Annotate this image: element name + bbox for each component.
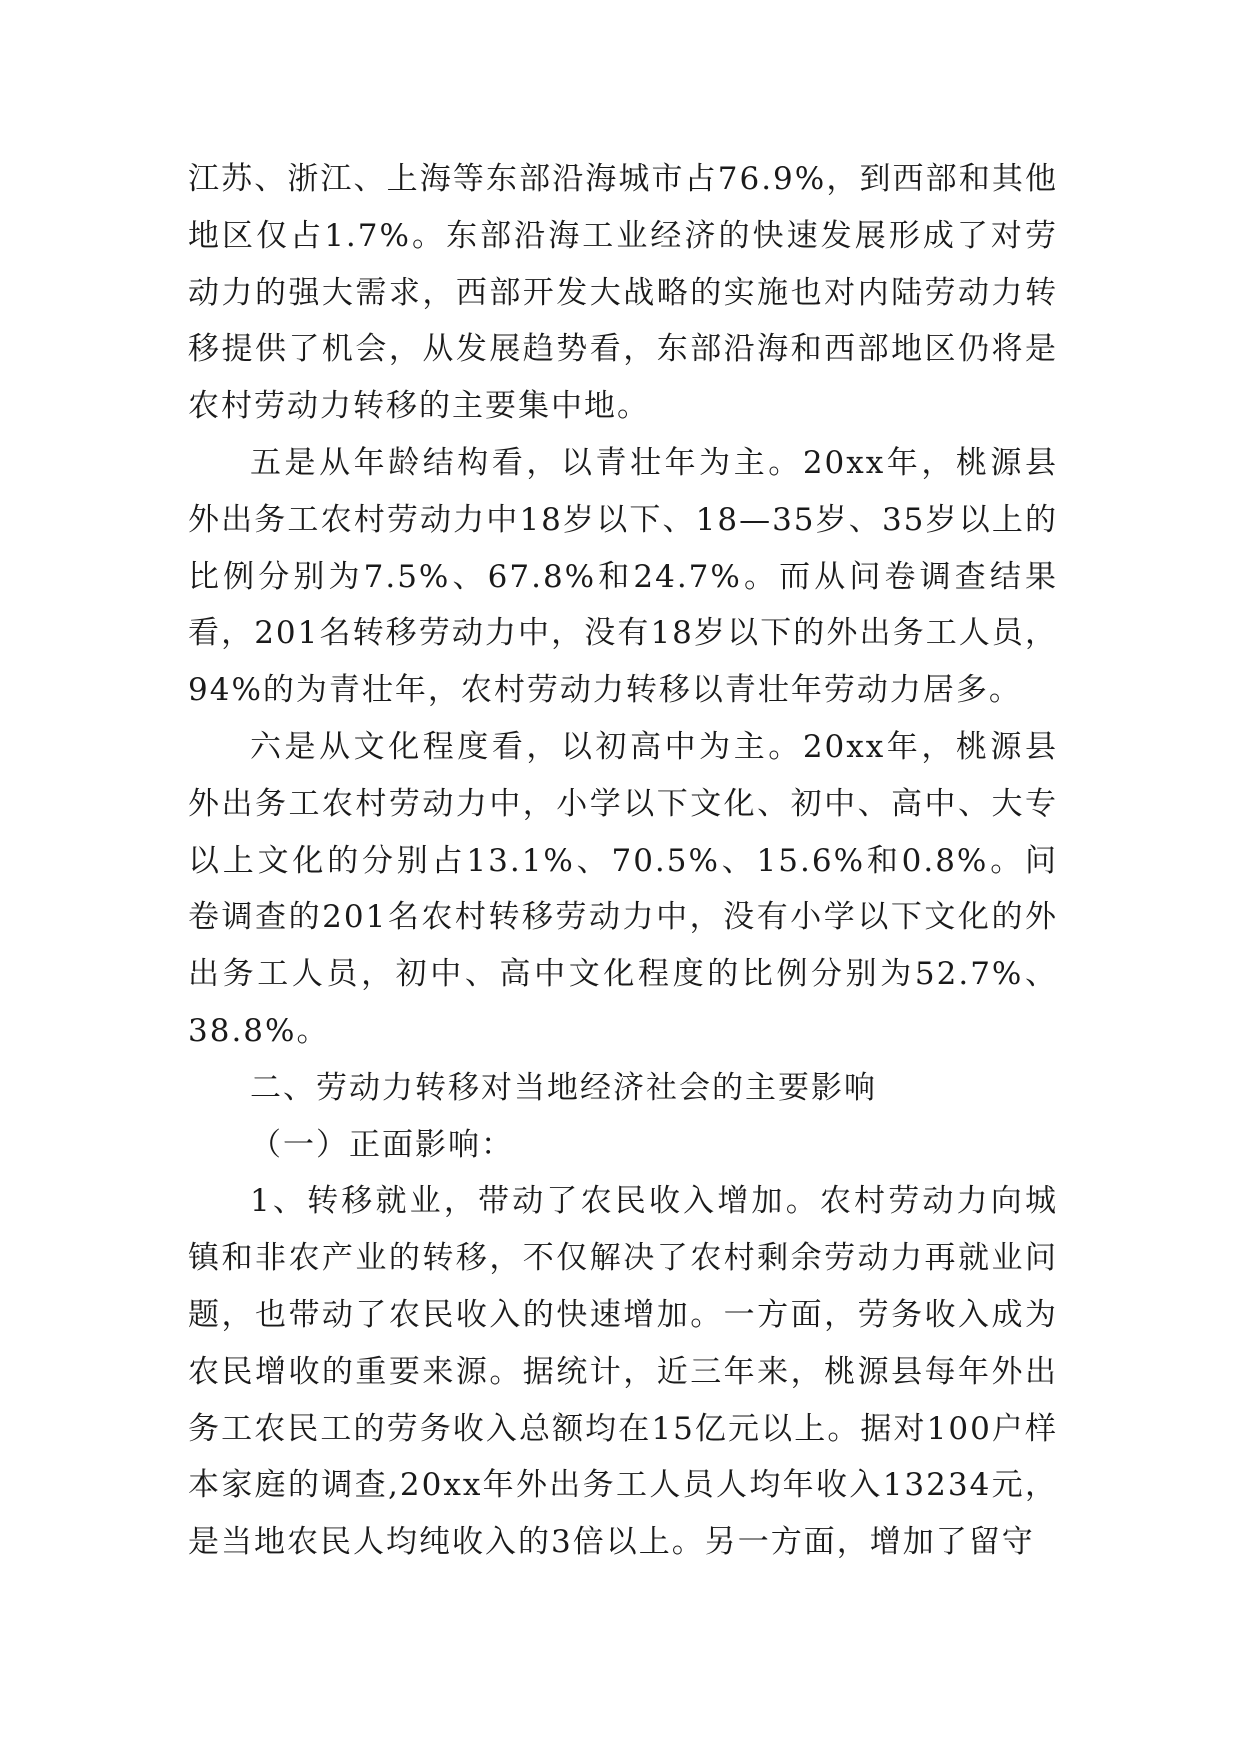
paragraph-income-increase: 1、转移就业，带动了农民收入增加。农村劳动力向城镇和非农产业的转移，不仅解决了农村剩余劳动力再就业问题，也带动了农民收入的快速增加。一方面，劳务收入成为农民增收的重要来源。据统计，近三年来，桃源县每年外出务工农民工的劳务收入总额均在15亿元以上。据对100户样本家庭的调查,20xx年外出务工人员人均年收入13234元，是当地农民人均纯收入的3倍以上。另一方面，增加了留守 — [188, 1183, 1058, 1561]
paragraph-age-structure: 五是从年龄结构看，以青壮年为主。20xx年，桃源县外出务工农村劳动力中18岁以下、18—35岁、35岁以上的比例分别为7.5%、67.8%和24.7%。而从问卷调查结果看，201名转移劳动力中，没有18岁以下的外出务工人员，94%的为青壮年，农村劳动力转移以青壮年劳动力居多。 — [188, 444, 1058, 709]
body-text — [188, 151, 1058, 1571]
paragraph-regional-distribution: 江苏、浙江、上海等东部沿海城市占76.9%，到西部和其他地区仅占1.7%。东部沿海工业经济的快速发展形成了对劳动力的强大需求，西部开发大战略的实施也对内陆劳动力转移提供了机会，从发展趋势看，东部沿海和西部地区仍将是农村劳动力转移的主要集中地。 — [188, 161, 1058, 425]
paragraph-education-level: 六是从文化程度看，以初高中为主。20xx年，桃源县外出务工农村劳动力中，小学以下文化、初中、高中、大专以上文化的分别占13.1%、70.5%、15.6%和0.8%。问卷调查的201名农村转移劳动力中，没有小学以下文化的外出务工人员，初中、高中文化程度的比例分别为52.7%、38.8%。 — [188, 728, 1058, 1049]
section-heading-main-impacts: 二、劳动力转移对当地经济社会的主要影响 — [250, 1069, 877, 1106]
subsection-heading-positive-impacts: （一）正面影响： — [250, 1126, 514, 1163]
